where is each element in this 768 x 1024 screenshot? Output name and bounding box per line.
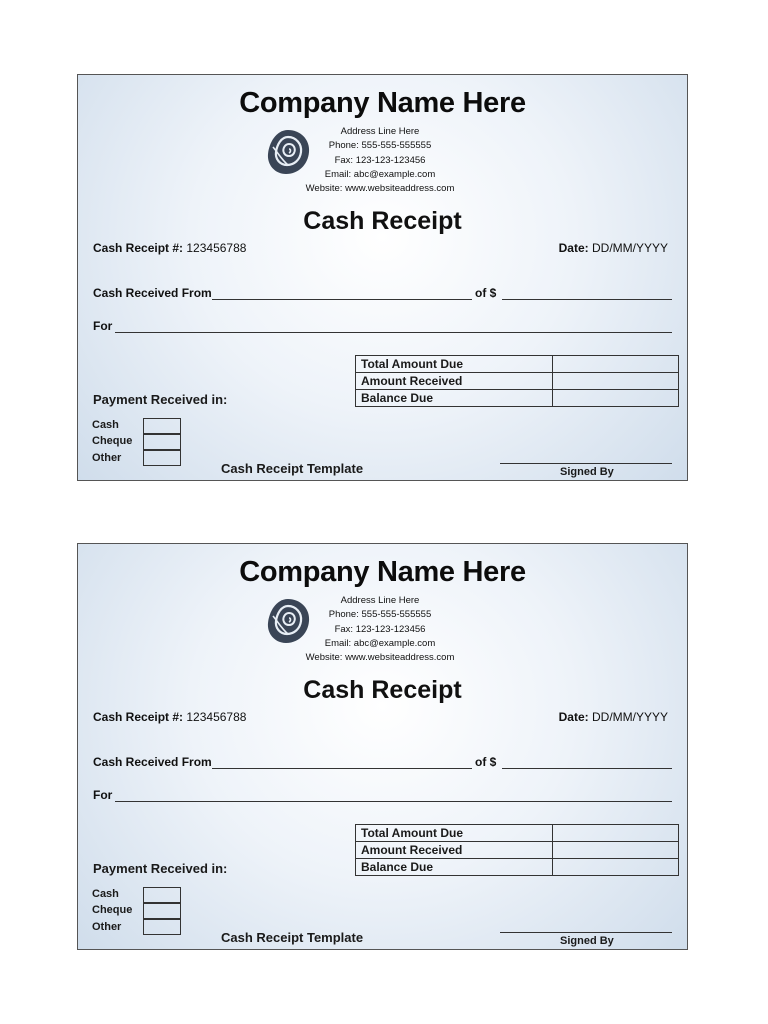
date-value: DD/MM/YYYY <box>591 710 668 724</box>
fax-line: Fax: 123-123-123456 <box>334 623 426 635</box>
email-line: Email: abc@example.com <box>324 637 436 649</box>
phone-line: Phone: 555-555-555555 <box>328 609 432 621</box>
contact-block <box>278 125 482 196</box>
of-amount-label: of $ <box>475 286 497 300</box>
other-checkbox[interactable] <box>143 919 181 935</box>
footer-template-label: Cash Receipt Template <box>221 930 364 945</box>
balance-due-label: Balance Due <box>356 390 553 407</box>
receipt-number-value: 123456788 <box>186 241 247 255</box>
receipt-title: Cash Receipt <box>303 676 462 704</box>
payment-method-other: Other <box>92 921 122 933</box>
table-row <box>356 825 679 842</box>
total-amount-due-cell[interactable] <box>553 825 679 842</box>
for-label: For <box>93 319 113 333</box>
total-amount-due-label: Total Amount Due <box>356 825 553 842</box>
table-row <box>356 842 679 859</box>
payment-method-cheque: Cheque <box>92 904 133 916</box>
receipt-number-label: Cash Receipt #: <box>93 241 184 255</box>
date-label: Date: <box>558 241 589 255</box>
receipt-number <box>93 710 246 724</box>
of-amount-label: of $ <box>475 755 497 769</box>
amount-received-cell[interactable] <box>553 373 679 390</box>
signature-line[interactable] <box>500 932 672 933</box>
balance-due-cell[interactable] <box>553 859 679 876</box>
cheque-checkbox[interactable] <box>143 903 181 919</box>
amount-received-cell[interactable] <box>553 842 679 859</box>
signature-line[interactable] <box>500 463 672 464</box>
amount-table <box>355 355 679 407</box>
receipt-date <box>559 710 668 724</box>
balance-due-cell[interactable] <box>553 390 679 407</box>
fax-line: Fax: 123-123-123456 <box>334 154 426 166</box>
cheque-checkbox[interactable] <box>143 434 181 450</box>
date-label: Date: <box>558 710 589 724</box>
amount-table <box>355 824 679 876</box>
website-line: Website: www.websiteaddress.com <box>305 652 455 664</box>
received-from-field[interactable] <box>212 299 472 300</box>
company-name: Company Name Here <box>239 87 526 119</box>
balance-due-label: Balance Due <box>356 859 553 876</box>
phone-line: Phone: 555-555-555555 <box>328 140 432 152</box>
address-line: Address Line Here <box>340 595 420 606</box>
cash-receipt-2 <box>77 543 688 950</box>
table-row <box>356 356 679 373</box>
receipt-number <box>93 241 246 255</box>
receipt-number-label: Cash Receipt #: <box>93 710 184 724</box>
receipt-title: Cash Receipt <box>303 207 462 235</box>
table-row <box>356 859 679 876</box>
signed-by-label: Signed By <box>560 466 614 478</box>
cash-checkbox[interactable] <box>143 887 181 903</box>
footer-template-label: Cash Receipt Template <box>221 461 364 476</box>
received-from-label: Cash Received From <box>93 286 212 300</box>
other-checkbox[interactable] <box>143 450 181 466</box>
payment-method-cash: Cash <box>92 419 119 431</box>
total-amount-due-cell[interactable] <box>553 356 679 373</box>
date-value: DD/MM/YYYY <box>591 241 668 255</box>
company-name: Company Name Here <box>239 556 526 588</box>
received-from-label: Cash Received From <box>93 755 212 769</box>
website-line: Website: www.websiteaddress.com <box>305 183 455 195</box>
amount-received-label: Amount Received <box>356 373 553 390</box>
payment-method-other: Other <box>92 452 122 464</box>
table-row <box>356 390 679 407</box>
of-amount-field[interactable] <box>502 768 672 769</box>
signed-by-label: Signed By <box>560 935 614 947</box>
for-label: For <box>93 788 113 802</box>
table-row <box>356 373 679 390</box>
payment-method-cash: Cash <box>92 888 119 900</box>
cash-checkbox[interactable] <box>143 418 181 434</box>
payment-heading: Payment Received in: <box>93 392 228 407</box>
of-amount-field[interactable] <box>502 299 672 300</box>
payment-method-cheque: Cheque <box>92 435 133 447</box>
amount-received-label: Amount Received <box>356 842 553 859</box>
cash-receipt-1 <box>77 74 688 481</box>
for-field[interactable] <box>115 332 672 333</box>
total-amount-due-label: Total Amount Due <box>356 356 553 373</box>
email-line: Email: abc@example.com <box>324 168 436 180</box>
payment-heading: Payment Received in: <box>93 861 228 876</box>
receipt-number-value: 123456788 <box>186 710 247 724</box>
for-field[interactable] <box>115 801 672 802</box>
receipt-date <box>559 241 668 255</box>
address-line: Address Line Here <box>340 126 420 137</box>
received-from-field[interactable] <box>212 768 472 769</box>
contact-block <box>278 594 482 665</box>
